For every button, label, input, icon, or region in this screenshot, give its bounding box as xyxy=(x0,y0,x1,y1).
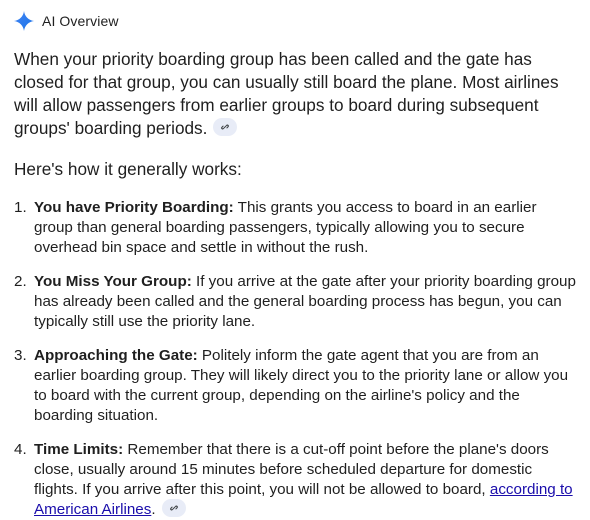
source-link-chip[interactable] xyxy=(213,118,237,136)
list-item xyxy=(14,440,576,520)
list-number: 2. xyxy=(14,273,27,290)
list-item xyxy=(14,198,576,258)
list-item xyxy=(14,346,576,426)
ai-overview-header xyxy=(14,7,576,35)
ai-overview-panel xyxy=(0,7,590,518)
intro-paragraph xyxy=(14,48,576,140)
intro-text: When your priority boarding group has been called and the gate has closed for that group, you can usually still board the plane. Most airlines will allow passengers from earlier groups to board during subsequent groups' boarding periods. xyxy=(14,49,559,138)
american-airlines-link[interactable]: according to American Airlines xyxy=(34,481,573,518)
step-body: This grants you access to board in an earlier group than general boarding passengers, typically allowing you to secure overhead bin space and settle in without the rush. xyxy=(34,199,537,256)
list-number: 1. xyxy=(14,199,27,216)
step-title: Time Limits: xyxy=(34,441,124,458)
step-body: If you arrive at the gate after your priority boarding group has already been called and the general boarding process has begun, you can typically still use the priority lane. xyxy=(34,273,576,330)
link-icon xyxy=(219,121,231,133)
list-number: 4. xyxy=(14,441,27,458)
step-title: You have Priority Boarding: xyxy=(34,199,234,216)
link-icon xyxy=(168,502,180,514)
ai-overview-title: AI Overview xyxy=(42,13,119,29)
step-title: You Miss Your Group: xyxy=(34,273,192,290)
sparkle-icon xyxy=(14,11,34,31)
list-item xyxy=(14,272,576,332)
list-number: 3. xyxy=(14,347,27,364)
step-end-punct: . xyxy=(151,501,156,518)
how-heading: Here's how it generally works: xyxy=(14,159,242,179)
step-title: Approaching the Gate: xyxy=(34,347,198,364)
source-link-chip[interactable] xyxy=(162,499,186,517)
steps-list xyxy=(14,198,576,520)
step-body: Remember that there is a cut-off point before the plane's doors close, usually around 15 minutes before scheduled departure for domestic flights. If you arrive after this point, you will not be allowed to board, xyxy=(34,441,549,498)
step-body: Politely inform the gate agent that you are from an earlier boarding group. They will likely direct you to the priority lane or allow you to board with the current group, depending on the airline's policy and the boarding situation. xyxy=(34,347,569,424)
